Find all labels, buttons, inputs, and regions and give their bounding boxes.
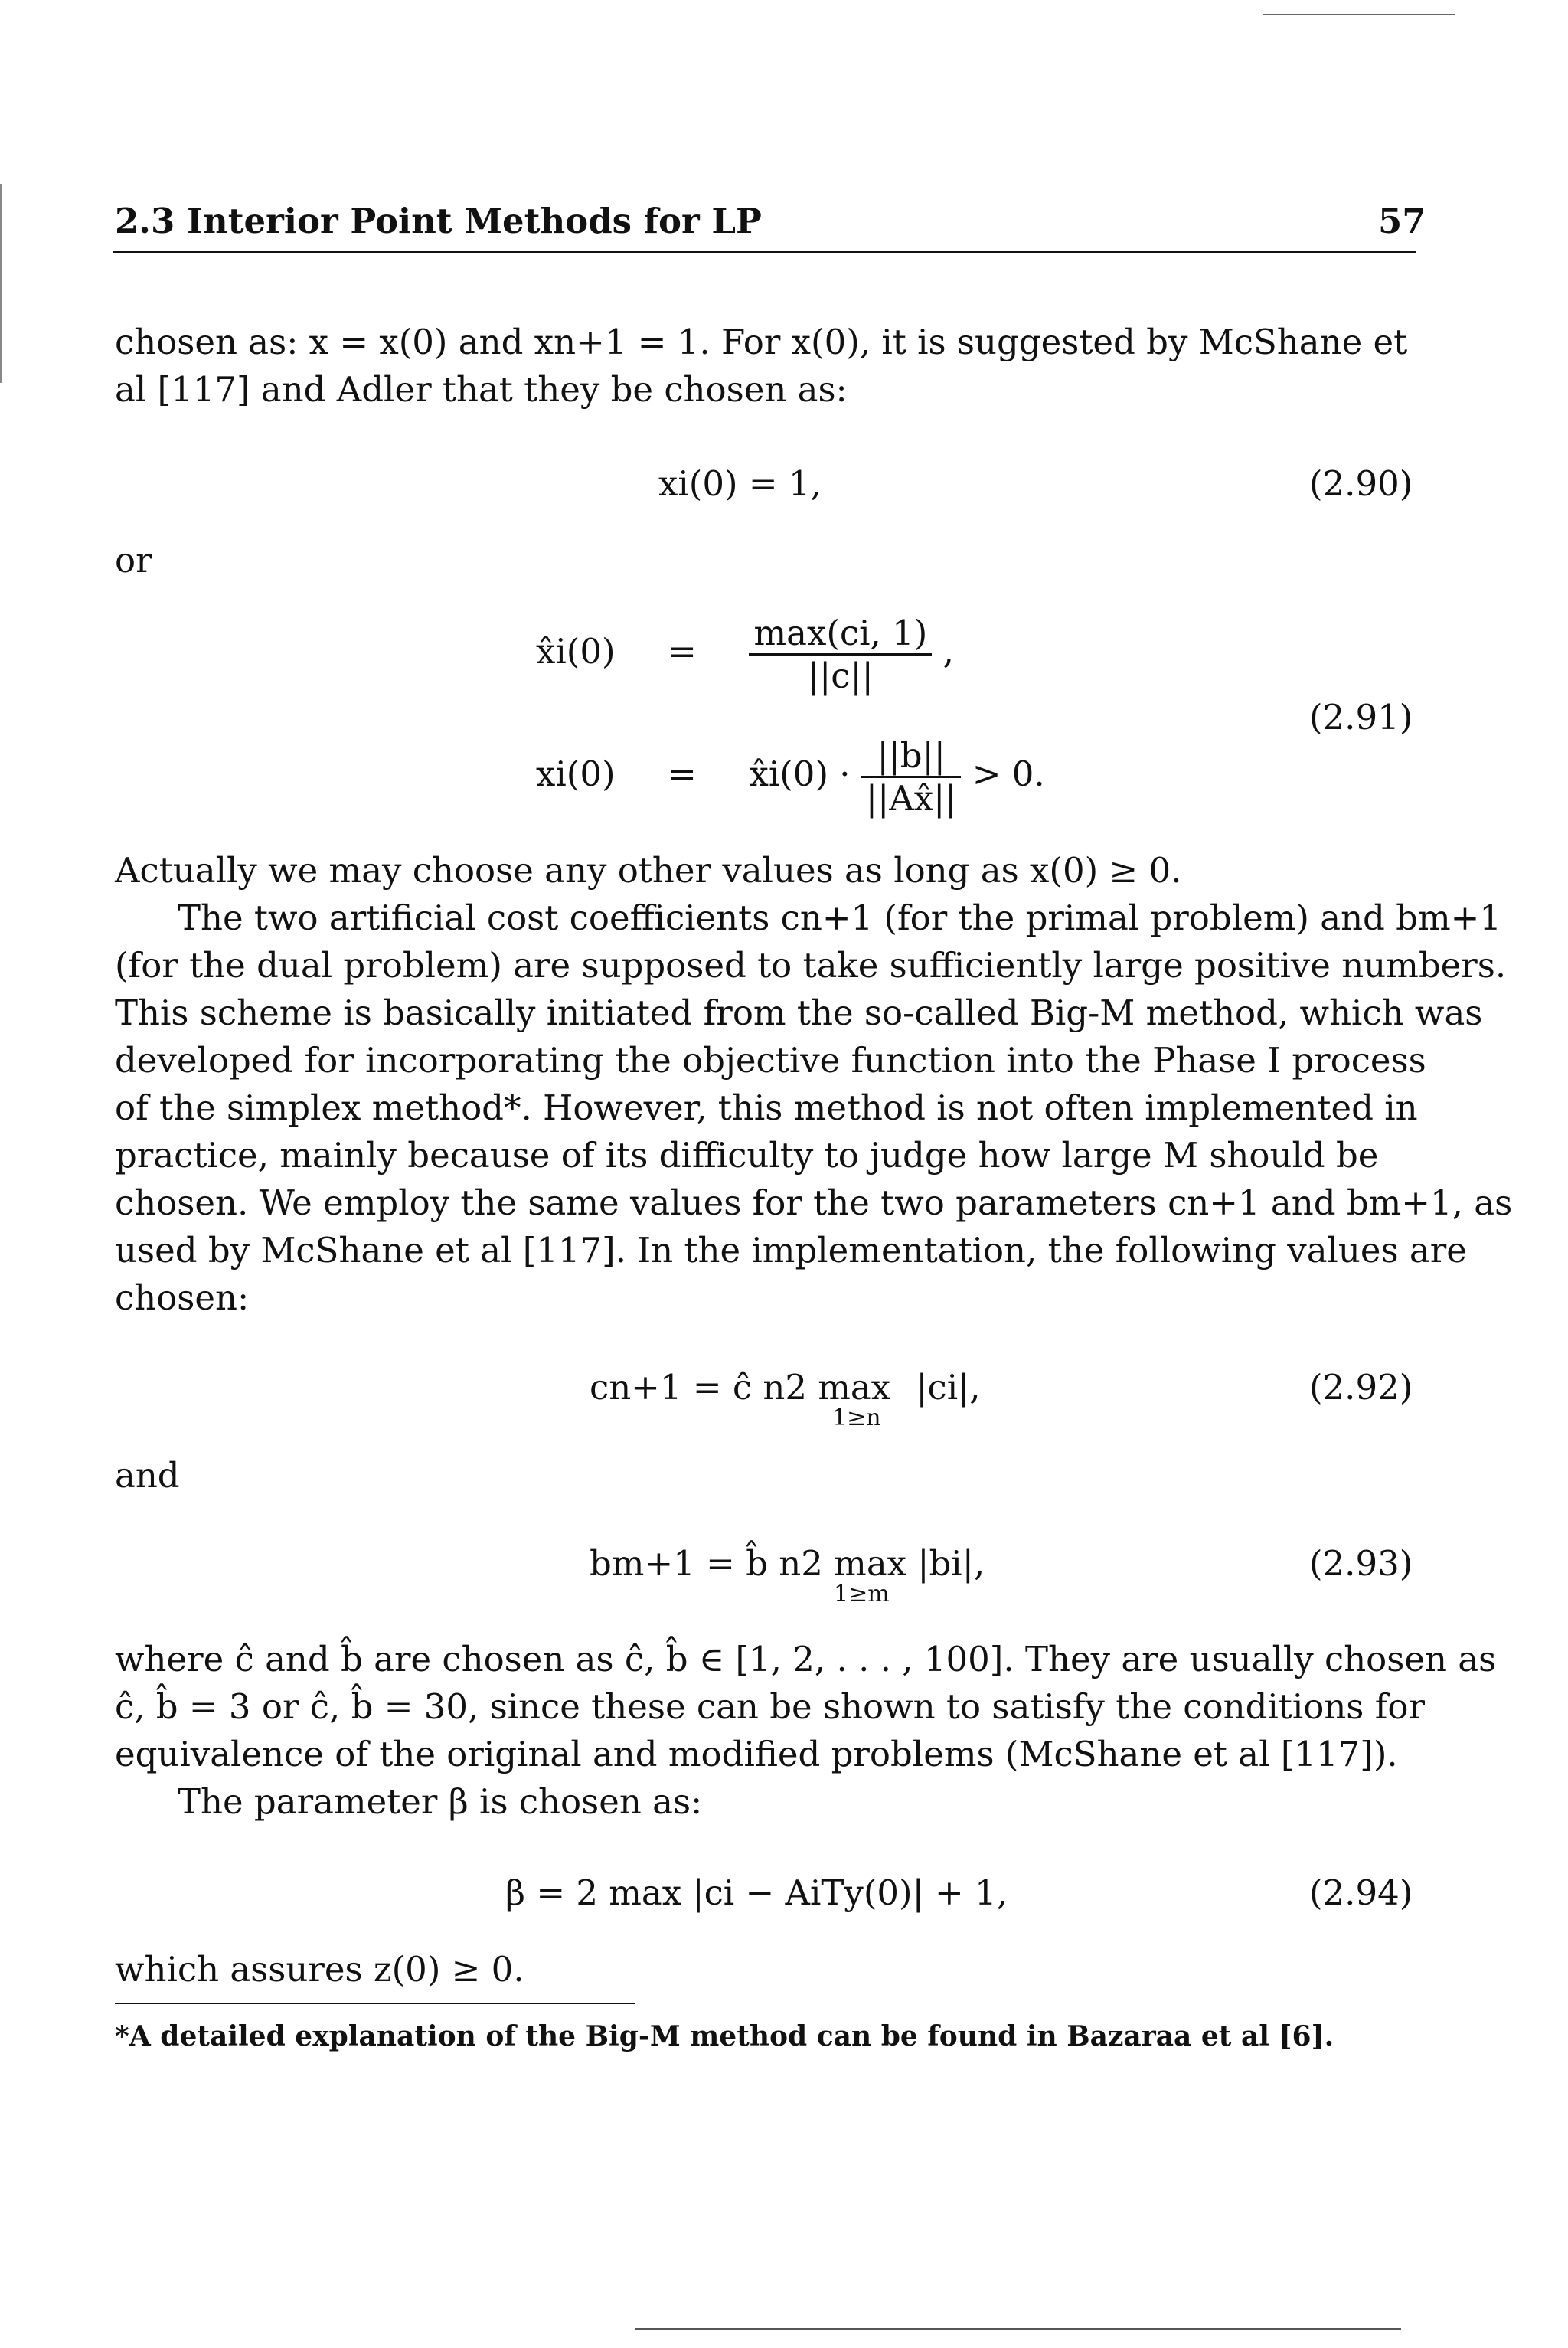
paragraph-2-line-3: equivalence of the original and modified problems (McShane et al [117]). (115, 1734, 1398, 1774)
eq291b-denominator: ||Ax̂|| (865, 778, 957, 819)
eq291b-rel: = (668, 754, 697, 794)
intro-line-1: chosen as: x = x(0) and xn+1 = 1. For x(0), it is suggested by McShane et (115, 322, 1408, 362)
equation-number-2-91: (2.91) (1309, 697, 1413, 737)
eq291a-numerator: max(ci, 1) (749, 613, 932, 656)
paragraph-1-line-7: chosen. We employ the same values for the two parameters cn+1 and bm+1, as (115, 1182, 1513, 1223)
scan-bottom-mark (635, 2328, 1401, 2330)
scan-mark (1263, 14, 1455, 15)
running-header-title: 2.3 Interior Point Methods for LP (115, 201, 762, 241)
equation-number-2-92: (2.92) (1309, 1367, 1413, 1408)
actually-line: Actually we may choose any other values as long as x(0) ≥ 0. (115, 850, 1182, 891)
paragraph-1-line-5: of the simplex method*. However, this method is not often implemented in (115, 1087, 1418, 1128)
paragraph-3: The parameter β is chosen as: (178, 1781, 703, 1822)
equation-2-91a (536, 613, 954, 696)
paragraph-1-line-4: developed for incorporating the objective function into the Phase I process (115, 1040, 1426, 1081)
paragraph-1-line-8: used by McShane et al [117]. In the implementation, the following values are (115, 1230, 1467, 1270)
eq293-lhs: bm+1 = b̂ n2 max (590, 1543, 907, 1584)
eq291a-tail: , (942, 631, 954, 672)
paragraph-1-line-3: This scheme is basically initiated from the so-called Big-M method, which was (115, 993, 1483, 1033)
eq291a-lhs: x̂i(0) (536, 631, 616, 672)
eq291a-denominator: ||c|| (807, 656, 874, 696)
paragraph-2-line-1: where ĉ and b̂ are chosen as ĉ, b̂ ∈ [1, 2, . . . , 100]. They are usually chosen as (115, 1639, 1497, 1679)
eq291b-tail: > 0. (972, 754, 1045, 794)
equation-number-2-93: (2.93) (1309, 1543, 1413, 1584)
equation-number-2-90: (2.90) (1309, 463, 1413, 504)
eq293-rhs: |bi|, (917, 1543, 985, 1584)
paragraph-1-line-2: (for the dual problem) are supposed to take sufficiently large positive numbers. (115, 945, 1507, 986)
footnote: *A detailed explanation of the Big-M method can be found in Bazaraa et al [6]. (115, 2020, 1334, 2052)
eq291a-rel: = (668, 631, 697, 672)
equation-2-91b (536, 735, 1045, 819)
equation-2-90: xi(0) = 1, (658, 463, 822, 504)
and-label: and (115, 1455, 180, 1496)
equation-2-92: cn+1 = ĉ n2 max 1≥n |ci|, (590, 1367, 981, 1431)
intro-line-2: al [117] and Adler that they be chosen as: (115, 369, 848, 410)
eq291b-fraction (861, 735, 962, 819)
page-number: 57 (1378, 201, 1426, 241)
equation-2-94: β = 2 max |ci − AiTy(0)| + 1, (505, 1872, 1008, 1913)
header-rule (113, 251, 1416, 253)
paragraph-2-line-2: ĉ, b̂ = 3 or ĉ, b̂ = 30, since these can be shown to satisfy the conditions for (115, 1686, 1425, 1727)
paragraph-1-line-9: chosen: (115, 1277, 250, 1318)
paragraph-1-line-1: The two artificial cost coefficients cn+1 (for the primal problem) and bm+1 (178, 898, 1501, 938)
eq291b-lead: x̂i(0) · (749, 754, 851, 794)
eq292-lhs: cn+1 = ĉ n2 max (590, 1367, 891, 1408)
or-label: or (115, 540, 152, 580)
eq292-rhs: |ci|, (916, 1367, 981, 1408)
scan-edge-mark (0, 184, 2, 383)
footnote-rule (115, 2003, 635, 2004)
eq291b-numerator: ||b|| (861, 735, 962, 778)
paragraph-1-line-6: practice, mainly because of its difficulty to judge how large M should be (115, 1135, 1379, 1176)
paragraph-4: which assures z(0) ≥ 0. (115, 1949, 524, 1990)
eq291b-lhs: xi(0) (536, 754, 616, 794)
eq291a-fraction (749, 613, 932, 696)
equation-2-93: bm+1 = b̂ n2 max 1≥m |bi|, (590, 1543, 985, 1607)
equation-number-2-94: (2.94) (1309, 1872, 1413, 1913)
